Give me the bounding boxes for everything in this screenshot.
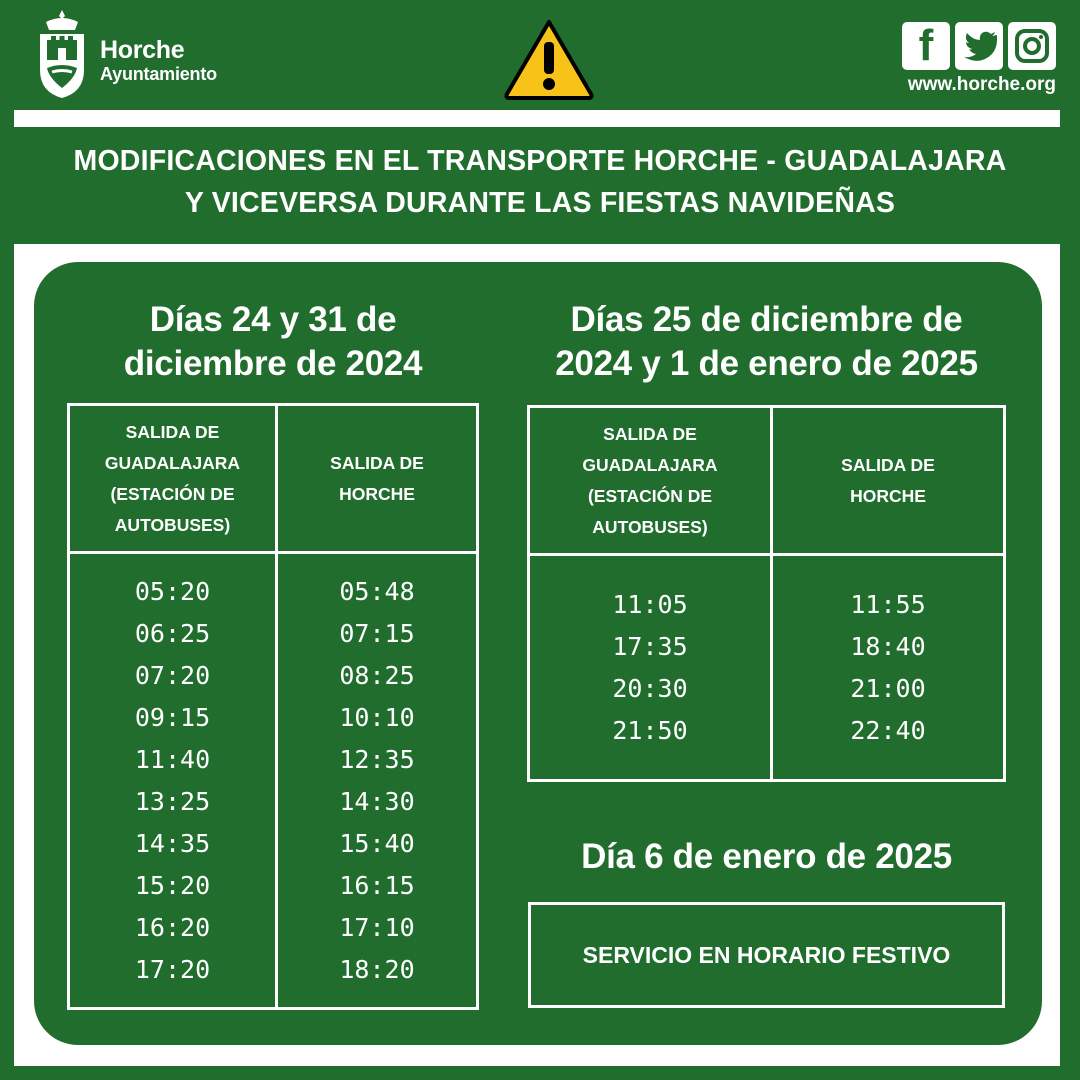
time-cell: 11:05 [612,590,688,619]
facebook-icon[interactable]: f [902,22,950,70]
time-cell: 07:20 [134,661,211,690]
time-cell: 15:20 [134,871,211,900]
time-cell: 05:48 [339,577,415,606]
section2-title [528,298,1005,386]
section2-title-line-1: Días 25 de diciembre de [570,300,963,339]
schedule-table-dec24-31 [67,403,479,1010]
header-salida-guadalajara: SALIDA DE GUADALAJARA (ESTACIÓN DE AUTOBUSES) [529,407,772,555]
divider-band [14,110,1060,127]
headline-line-2: Y VICEVERSA DURANTE LAS FIESTAS NAVIDEÑAS [184,187,896,219]
header-salida-guadalajara: SALIDA DE GUADALAJARA (ESTACIÓN DE AUTOBUSES) [69,405,277,553]
twitter-icon[interactable] [955,22,1003,70]
schedule-table-dec25-jan1 [527,405,1006,782]
time-cell: 05:20 [134,577,211,606]
section1-title [68,298,478,386]
brand-subtitle: Ayuntamiento [100,64,217,84]
section2-title-line-2: 2024 y 1 de enero de 2025 [555,344,978,383]
times-guadalajara [529,555,772,781]
time-cell: 21:00 [850,674,926,703]
website-url[interactable]: www.horche.org [907,74,1056,95]
time-cell: 16:15 [339,871,415,900]
section1-title-line-2: diciembre de 2024 [123,344,423,383]
time-cell: 06:25 [134,619,211,648]
time-cell: 12:35 [339,745,415,774]
festivo-notice: SERVICIO EN HORARIO FESTIVO [528,902,1005,1008]
time-cell: 17:10 [339,913,415,942]
section3-title: Día 6 de enero de 2025 [581,837,952,876]
time-cell: 18:40 [850,632,926,661]
time-cell: 17:20 [134,955,211,984]
times-guadalajara [69,553,277,1009]
time-cell: 11:55 [850,590,926,619]
time-cell: 17:35 [612,632,688,661]
time-cell: 11:40 [134,745,211,774]
time-cell: 08:25 [339,661,415,690]
time-cell: 18:20 [339,955,415,984]
time-cell: 09:15 [134,703,211,732]
time-cell: 10:10 [339,703,415,732]
time-cell: 07:15 [339,619,415,648]
time-cell: 22:40 [850,716,926,745]
times-horche [772,555,1005,781]
time-cell: 13:25 [134,787,211,816]
time-cell: 14:30 [339,787,415,816]
section1-title-line-1: Días 24 y 31 de [149,300,397,339]
headline [14,140,1066,224]
instagram-icon[interactable] [1008,22,1056,70]
warning-icon [503,18,595,100]
time-cell: 20:30 [612,674,688,703]
horche-coat-of-arms-icon [34,8,90,102]
time-cell: 16:20 [134,913,211,942]
time-cell: 15:40 [339,829,415,858]
time-cell: 21:50 [612,716,688,745]
time-cell: 14:35 [134,829,211,858]
header-salida-horche: SALIDA DE HORCHE [277,405,478,553]
brand-name: Horche [100,36,185,64]
headline-line-1: MODIFICACIONES EN EL TRANSPORTE HORCHE - GUADALAJARA [73,145,1007,177]
header-salida-horche: SALIDA DE HORCHE [772,407,1005,555]
times-horche [277,553,478,1009]
